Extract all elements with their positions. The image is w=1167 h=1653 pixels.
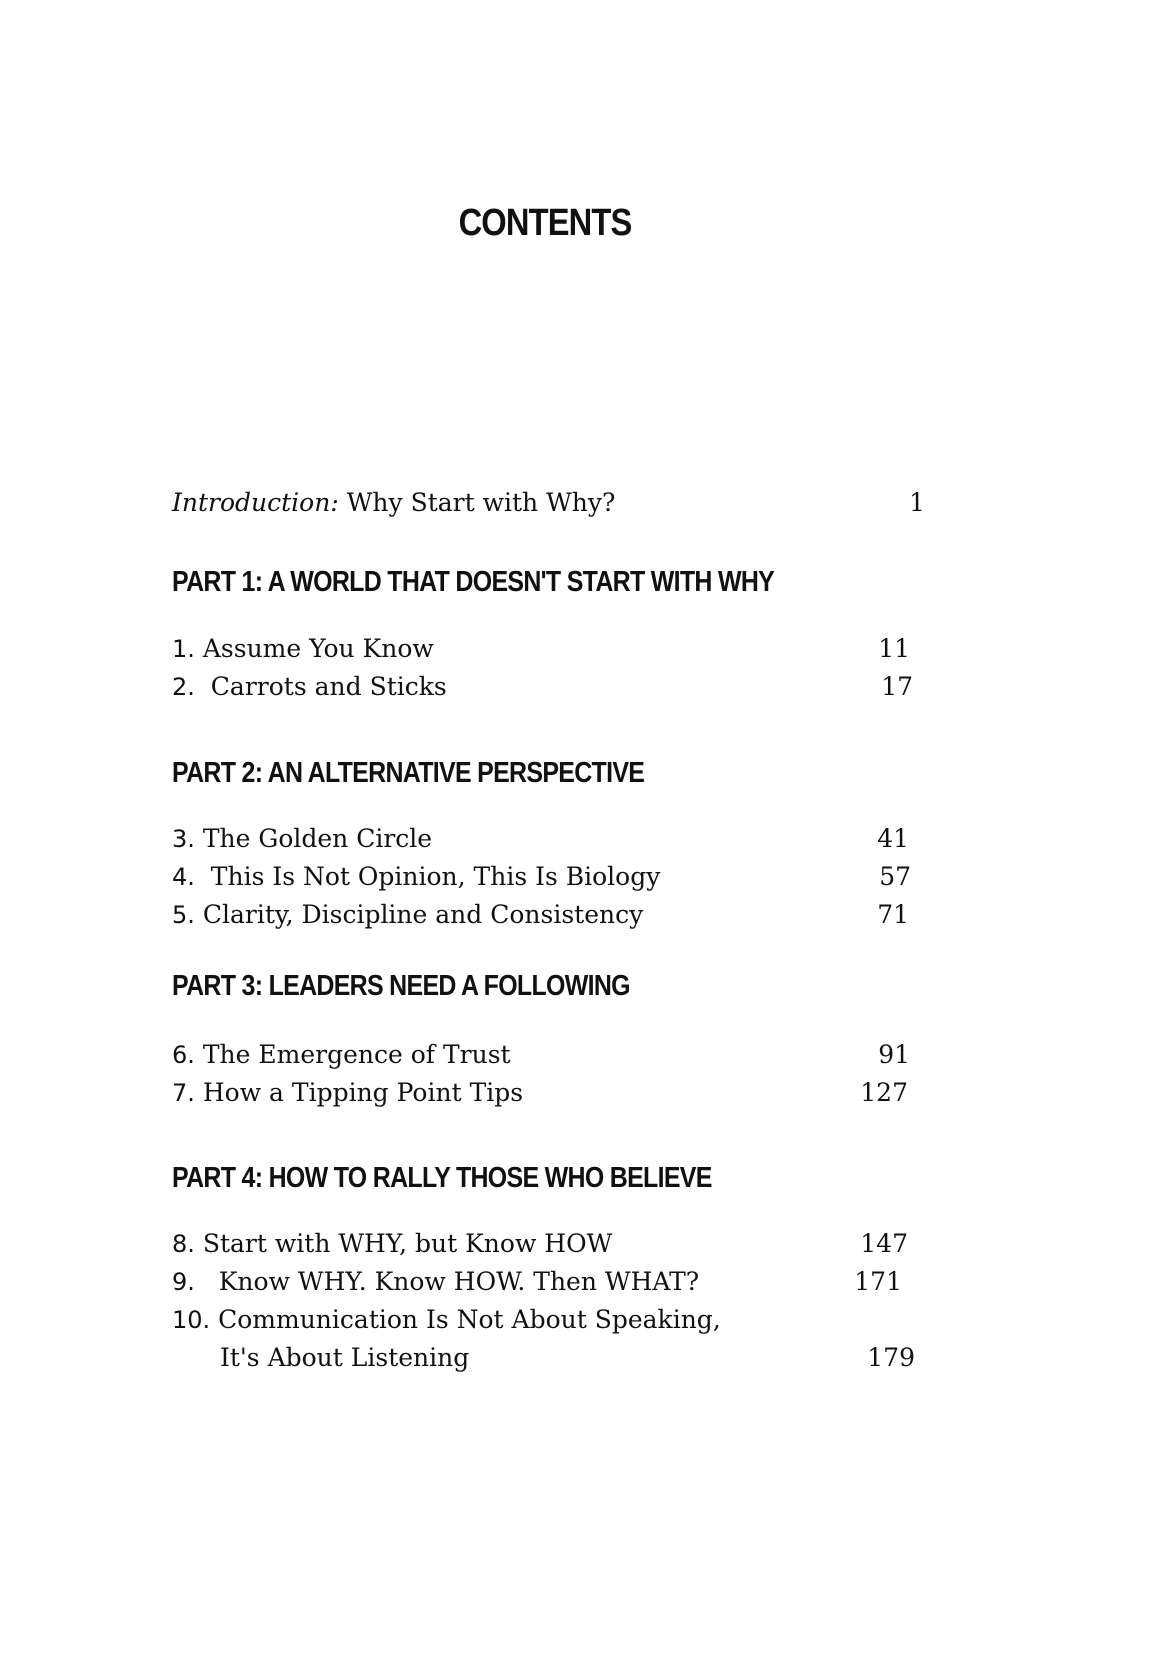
toc-entry-chapter-1: [172, 634, 434, 670]
part-1-title: A WORLD THAT DOESN'T START WITH WHY: [262, 566, 775, 598]
toc-entry-chapter-8: [172, 1229, 612, 1265]
part-3-heading: [172, 970, 860, 1003]
chapter-number: 2.: [172, 673, 195, 701]
part-2-prefix: PART 2:: [172, 757, 263, 789]
intro-label: Introduction:: [172, 488, 339, 517]
part-2-heading: [172, 757, 860, 790]
page-title: CONTENTS: [458, 202, 632, 244]
part-4-heading: [172, 1162, 860, 1195]
part-1-heading: [172, 566, 860, 599]
chapter-4-page-number: 57: [879, 862, 911, 891]
intro-page-number: 1: [909, 488, 925, 517]
toc-entry-chapter-9: [172, 1267, 699, 1303]
part-4-prefix: PART 4:: [172, 1162, 263, 1194]
toc-entry-chapter-5: [172, 900, 643, 936]
chapter-number: 1.: [172, 635, 195, 663]
chapter-title: How a Tipping Point Tips: [194, 1078, 524, 1107]
chapter-number: 6.: [172, 1041, 195, 1069]
chapter-title: Carrots and Sticks: [194, 672, 447, 701]
chapter-number: 7.: [172, 1079, 195, 1107]
chapter-6-page-number: 91: [878, 1040, 910, 1069]
chapter-3-page-number: 41: [877, 824, 909, 853]
chapter-title: This Is Not Opinion, This Is Biology: [194, 862, 661, 891]
chapter-2-page-number: 17: [881, 672, 913, 701]
chapter-title: The Golden Circle: [194, 824, 433, 853]
toc-entry-chapter-6: [172, 1040, 511, 1076]
chapter-10-page-number: 179: [867, 1343, 915, 1372]
part-1-prefix: PART 1:: [172, 566, 263, 598]
toc-entry-chapter-7: [172, 1078, 523, 1114]
part-3-prefix: PART 3:: [172, 970, 263, 1002]
chapter-8-page-number: 147: [860, 1229, 908, 1258]
chapter-7-page-number: 127: [860, 1078, 908, 1107]
chapter-9-page-number: 171: [854, 1267, 902, 1296]
chapter-5-page-number: 71: [877, 900, 909, 929]
chapter-title: Know WHY. Know HOW. Then WHAT?: [194, 1267, 700, 1296]
part-3-title: LEADERS NEED A FOLLOWING: [262, 970, 630, 1002]
toc-entry-chapter-3: [172, 824, 432, 860]
chapter-number: 3.: [172, 825, 195, 853]
chapter-1-page-number: 11: [878, 634, 910, 663]
chapter-number: 9.: [172, 1268, 195, 1296]
chapter-title: Assume You Know: [194, 634, 434, 663]
chapter-title: Clarity, Discipline and Consistency: [194, 900, 644, 929]
part-2-title: AN ALTERNATIVE PERSPECTIVE: [262, 757, 645, 789]
chapter-10-title-continuation: It's About Listening: [220, 1343, 470, 1372]
toc-entry-chapter-2: [172, 672, 447, 708]
part-4-title: HOW TO RALLY THOSE WHO BELIEVE: [262, 1162, 712, 1194]
toc-entry-chapter-10: [172, 1305, 721, 1341]
chapter-number: 10.: [172, 1306, 211, 1334]
toc-entry-chapter-4: [172, 862, 660, 898]
intro-title: Why Start with Why?: [338, 488, 616, 517]
chapter-number: 4.: [172, 863, 195, 891]
chapter-number: 8.: [172, 1230, 195, 1258]
chapter-title: Start with WHY, but Know HOW: [194, 1229, 613, 1258]
toc-entry-introduction: [172, 488, 952, 528]
chapter-title: Communication Is Not About Speaking,: [210, 1305, 721, 1334]
chapter-title: The Emergence of Trust: [194, 1040, 511, 1069]
chapter-number: 5.: [172, 901, 195, 929]
